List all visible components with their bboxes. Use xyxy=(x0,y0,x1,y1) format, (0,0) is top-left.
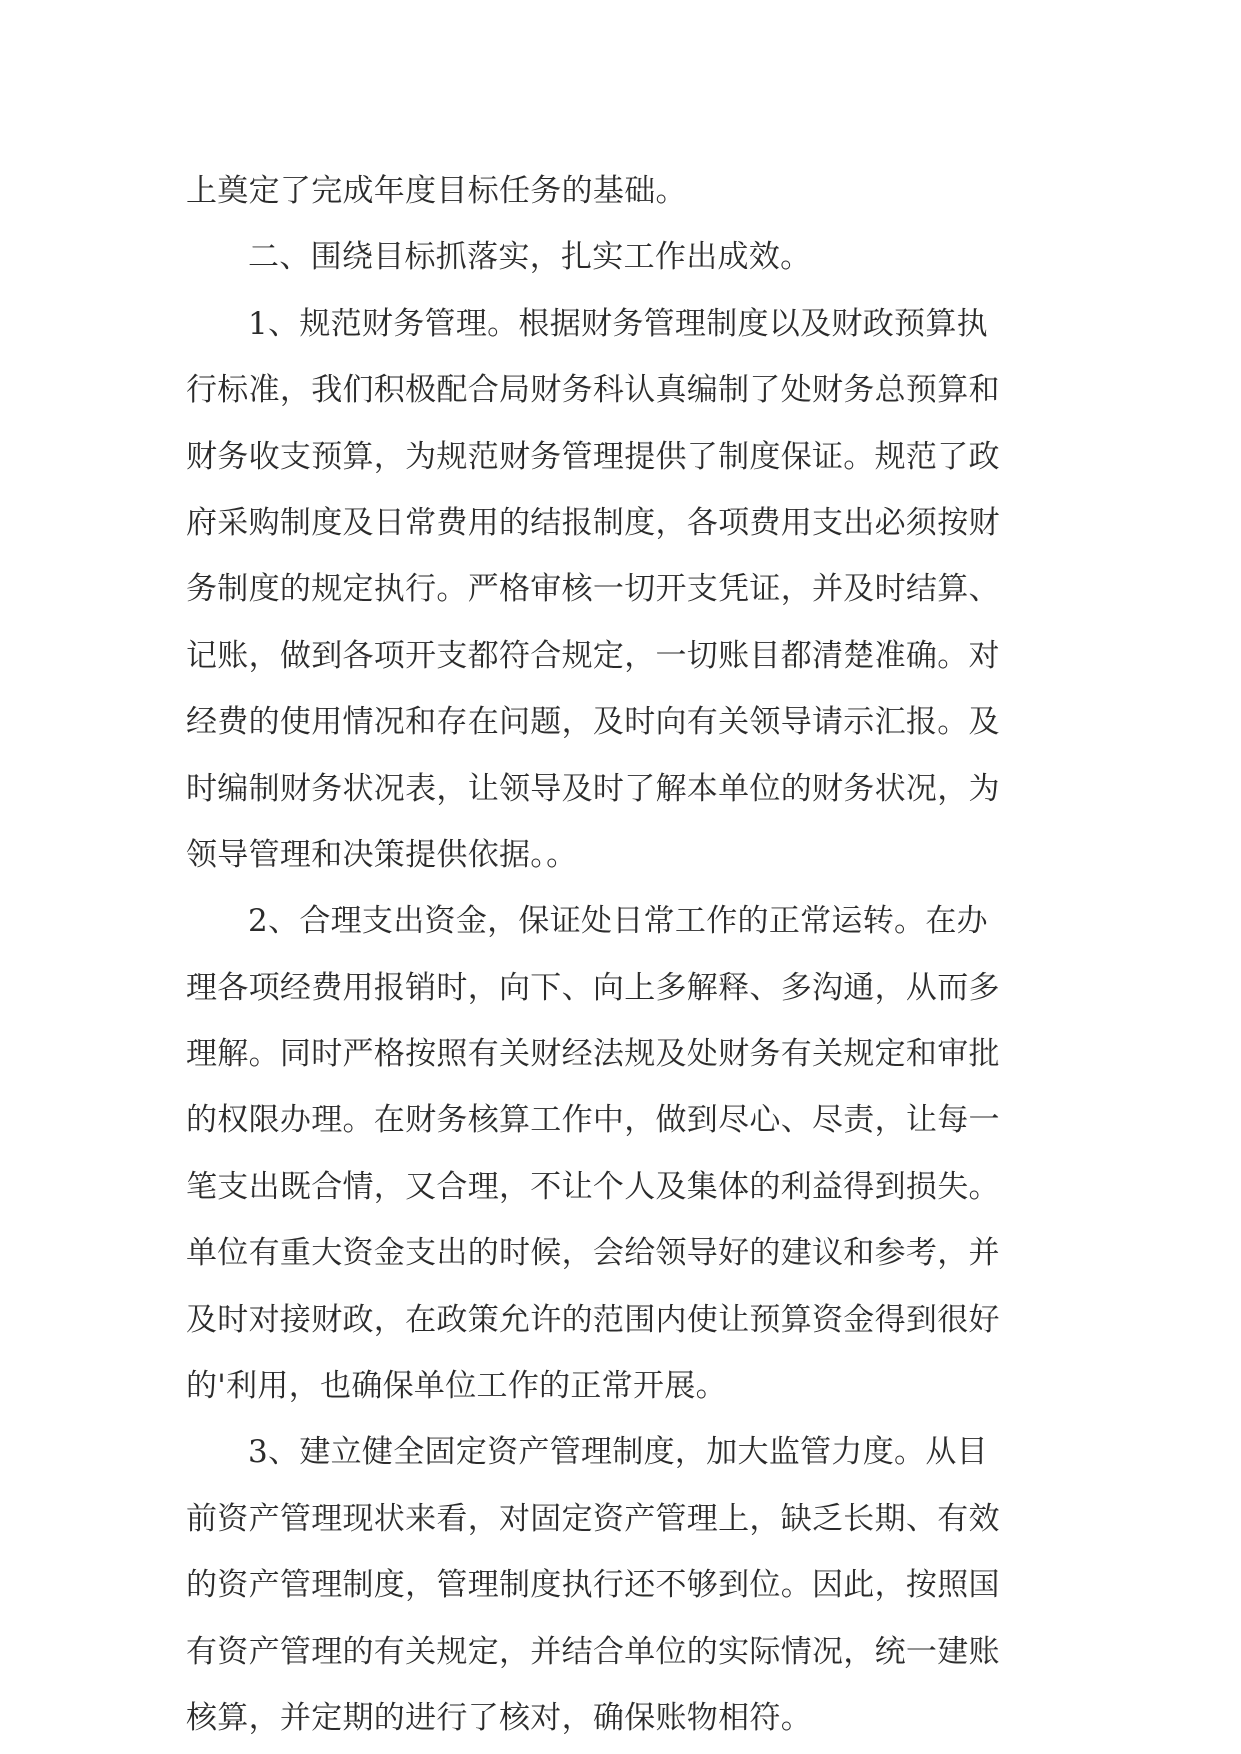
text-line: 行标准，我们积极配合局财务科认真编制了处财务总预算和 xyxy=(186,372,1000,409)
paragraph-1-start: 1、规范财务管理。根据财务管理制度以及财政预算执 xyxy=(248,305,988,342)
text-line: 笔支出既合情，又合理，不让个人及集体的利益得到损失。 xyxy=(186,1168,1000,1205)
text-line: 记账，做到各项开支都符合规定，一切账目都清楚准确。对 xyxy=(186,637,1000,674)
paragraph-2-start: 2、合理支出资金，保证处日常工作的正常运转。在办 xyxy=(248,903,988,940)
section-heading: 二、围绕目标抓落实，扎实工作出成效。 xyxy=(248,239,812,276)
text-line: 的权限办理。在财务核算工作中，做到尽心、尽责，让每一 xyxy=(186,1102,1000,1139)
paragraph-3-start: 3、建立健全固定资产管理制度，加大监管力度。从目 xyxy=(248,1434,988,1471)
text-line: 上奠定了完成年度目标任务的基础。 xyxy=(186,173,687,209)
text-line: 有资产管理的有关规定，并结合单位的实际情况，统一建账 xyxy=(186,1633,1000,1670)
text-line: 经费的使用情况和存在问题，及时向有关领导请示汇报。及 xyxy=(186,704,1000,741)
text-line: 核算，并定期的进行了核对，确保账物相符。 xyxy=(186,1699,812,1736)
text-line: 理解。同时严格按照有关财经法规及处财务有关规定和审批 xyxy=(186,1036,1000,1073)
document-body xyxy=(186,158,1056,1751)
text-line: 的资产管理制度，管理制度执行还不够到位。因此，按照国 xyxy=(186,1567,1000,1604)
text-line: 前资产管理现状来看，对固定资产管理上，缺乏长期、有效 xyxy=(186,1500,1000,1537)
text-line: 务制度的规定执行。严格审核一切开支凭证，并及时结算、 xyxy=(186,571,1000,608)
text-line: 理各项经费用报销时，向下、向上多解释、多沟通，从而多 xyxy=(186,969,1000,1006)
text-line: 领导管理和决策提供依据。。 xyxy=(186,836,578,873)
text-line: 及时对接财政，在政策允许的范围内使让预算资金得到很好 xyxy=(186,1301,1000,1338)
text-line: 的'利用，也确保单位工作的正常开展。 xyxy=(186,1368,727,1405)
text-line: 单位有重大资金支出的时候，会给领导好的建议和参考，并 xyxy=(186,1235,1000,1272)
text-line: 时编制财务状况表，让领导及时了解本单位的财务状况，为 xyxy=(186,770,1000,807)
text-line: 财务收支预算，为规范财务管理提供了制度保证。规范了政 xyxy=(186,438,1000,475)
text-line: 府采购制度及日常费用的结报制度，各项费用支出必须按财 xyxy=(186,504,1000,541)
